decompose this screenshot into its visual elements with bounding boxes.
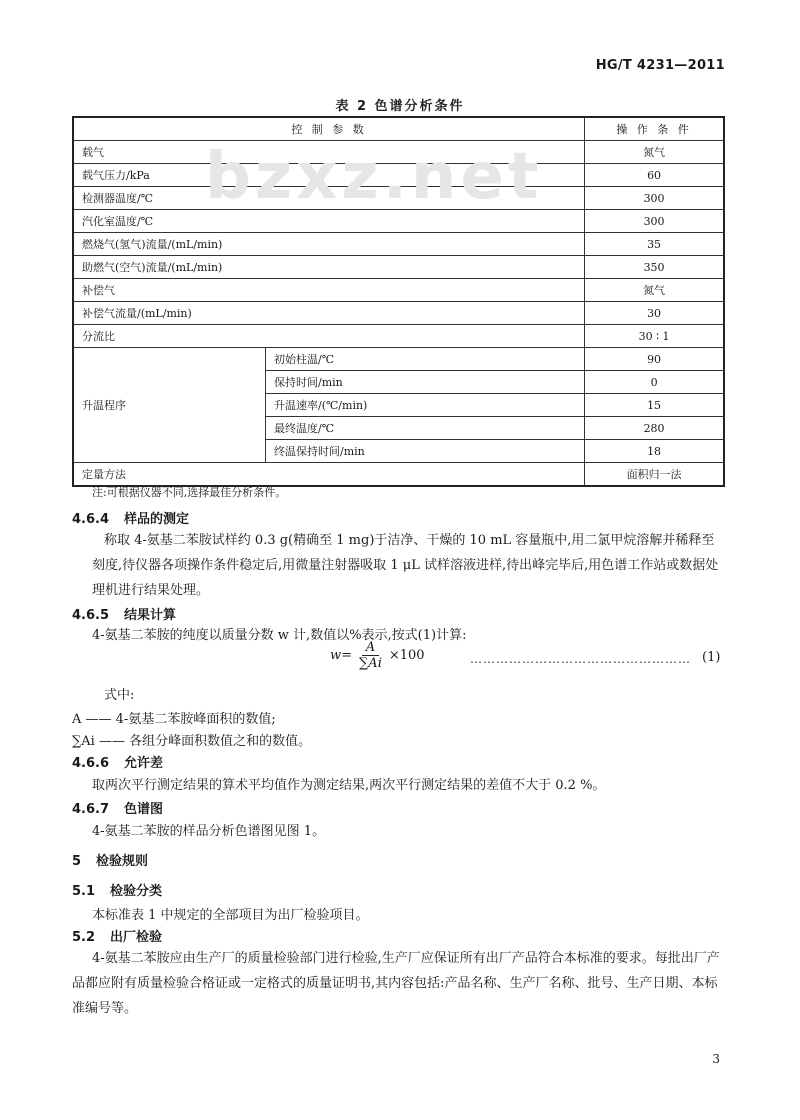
section-heading-5-2 bbox=[72, 926, 162, 945]
page-number: 3 bbox=[712, 1052, 720, 1066]
param-cell: 载气 bbox=[73, 141, 585, 164]
definition-line: ∑Ai —— 各组分峰面积数值之和的数值。 bbox=[72, 734, 312, 749]
formula-fraction bbox=[355, 640, 386, 671]
watermark: bzxz.net bbox=[205, 140, 543, 214]
table-row bbox=[73, 256, 724, 279]
value-cell: 35 bbox=[585, 233, 724, 256]
section-heading-4-6-6 bbox=[72, 752, 163, 771]
param-cell: 助燃气(空气)流量/(mL/min) bbox=[73, 256, 585, 279]
value-cell: 90 bbox=[585, 348, 724, 371]
section-title: 检验分类 bbox=[110, 884, 163, 899]
param-cell: 保持时间/min bbox=[266, 371, 585, 394]
value-cell: 300 bbox=[585, 187, 724, 210]
section-title: 结果计算 bbox=[124, 608, 177, 623]
param-cell: 载气压力/kPa bbox=[73, 164, 585, 187]
table-row bbox=[73, 210, 724, 233]
paragraph: 4-氨基二苯胺的样品分析色谱图见图 1。 bbox=[92, 824, 326, 839]
paragraph: 4-氨基二苯胺应由生产厂的质量检验部门进行检验,生产厂应保证所有出厂产品符合本标准的要求。每批出厂产品都应附有质量检验合格证或一定格式的质量证明书,其内容包括:产品名称、生产厂名称、批号、生产日期、本标准编号等。 bbox=[72, 951, 720, 1016]
section-number: 4.6.5 bbox=[72, 608, 110, 623]
formula bbox=[330, 640, 425, 671]
formula-numerator: A bbox=[362, 640, 379, 656]
table-header-row bbox=[73, 117, 724, 141]
section-number: 5.2 bbox=[72, 930, 96, 945]
table-caption: 表 2 色谱分析条件 bbox=[335, 99, 465, 114]
program-label-cell: 升温程序 bbox=[73, 348, 266, 463]
param-cell: 补偿气 bbox=[73, 279, 585, 302]
table-row bbox=[73, 141, 724, 164]
section-title: 检验规则 bbox=[96, 854, 149, 869]
section-number: 5.1 bbox=[72, 884, 96, 899]
paragraph: 称取 4-氨基二苯胺试样约 0.3 g(精确至 1 mg)于洁净、干燥的 10 mL 容量瓶中,用二氯甲烷溶解并稀释至刻度,待仪器各项操作条件稳定后,用微量注射器吸取 1 μL 试样溶液进样,待出峰完毕后,用色谱工作站或数据处理机进行结果处理。 bbox=[92, 533, 719, 598]
formula-leader-dots: …………………………………………… bbox=[470, 652, 691, 666]
value-cell: 30 bbox=[585, 302, 724, 325]
value-cell: 18 bbox=[585, 440, 724, 463]
section-title: 色谱图 bbox=[124, 802, 164, 817]
section-number: 4.6.6 bbox=[72, 756, 110, 771]
param-cell: 最终温度/℃ bbox=[266, 417, 585, 440]
param-cell: 分流比 bbox=[73, 325, 585, 348]
standard-code: HG/T 4231—2011 bbox=[595, 58, 725, 73]
param-cell: 定量方法 bbox=[73, 463, 585, 487]
section-heading-4-6-5 bbox=[72, 604, 176, 623]
section-number: 4.6.7 bbox=[72, 802, 110, 817]
param-cell: 燃烧气(氢气)流量/(mL/min) bbox=[73, 233, 585, 256]
table-row bbox=[73, 302, 724, 325]
section-heading-5-1 bbox=[72, 880, 162, 899]
header-param: 控 制 参 数 bbox=[73, 117, 585, 141]
section-heading-4-6-7 bbox=[72, 798, 163, 817]
formula-rhs: ×100 bbox=[388, 648, 425, 663]
value-cell: 60 bbox=[585, 164, 724, 187]
param-cell: 初始柱温/℃ bbox=[266, 348, 585, 371]
section-title: 样品的测定 bbox=[124, 512, 190, 527]
value-cell: 30 ∶ 1 bbox=[585, 325, 724, 348]
header-value: 操 作 条 件 bbox=[585, 117, 724, 141]
table-row bbox=[73, 325, 724, 348]
param-cell: 补偿气流量/(mL/min) bbox=[73, 302, 585, 325]
section-title: 出厂检验 bbox=[110, 930, 163, 945]
table-row bbox=[73, 187, 724, 210]
param-cell: 检测器温度/℃ bbox=[73, 187, 585, 210]
value-cell: 15 bbox=[585, 394, 724, 417]
section-number: 4.6.4 bbox=[72, 512, 110, 527]
value-cell: 氮气 bbox=[585, 141, 724, 164]
where-label: 式中: bbox=[104, 688, 135, 703]
section-title: 允许差 bbox=[124, 756, 164, 771]
table-row bbox=[73, 279, 724, 302]
table-row bbox=[73, 233, 724, 256]
paragraph: 本标准表 1 中规定的全部项目为出厂检验项目。 bbox=[92, 908, 369, 923]
param-cell: 升温速率/(℃/min) bbox=[266, 394, 585, 417]
param-cell: 终温保持时间/min bbox=[266, 440, 585, 463]
paragraph: 4-氨基二苯胺的纯度以质量分数 w 计,数值以%表示,按式(1)计算: bbox=[92, 628, 467, 643]
definition-line: A —— 4-氨基二苯胺峰面积的数值; bbox=[72, 712, 276, 727]
formula-denominator: ∑Ai bbox=[359, 656, 382, 671]
section-heading-5 bbox=[72, 850, 148, 869]
value-cell: 氮气 bbox=[585, 279, 724, 302]
value-cell: 0 bbox=[585, 371, 724, 394]
param-cell: 汽化室温度/℃ bbox=[73, 210, 585, 233]
table-row bbox=[73, 348, 724, 371]
value-cell: 350 bbox=[585, 256, 724, 279]
conditions-table bbox=[72, 116, 725, 487]
section-number: 5 bbox=[72, 854, 82, 869]
paragraph: 取两次平行测定结果的算术平均值作为测定结果,两次平行测定结果的差值不大于 0.2 %。 bbox=[92, 778, 606, 793]
value-cell: 280 bbox=[585, 417, 724, 440]
section-heading-4-6-4 bbox=[72, 508, 189, 527]
table-note: 注:可根据仪器不同,选择最佳分析条件。 bbox=[92, 486, 287, 499]
formula-lhs: w= bbox=[330, 648, 353, 663]
table-row bbox=[73, 164, 724, 187]
value-cell: 面积归一法 bbox=[585, 463, 724, 487]
equation-number: (1) bbox=[702, 650, 721, 665]
table-row bbox=[73, 463, 724, 487]
value-cell: 300 bbox=[585, 210, 724, 233]
